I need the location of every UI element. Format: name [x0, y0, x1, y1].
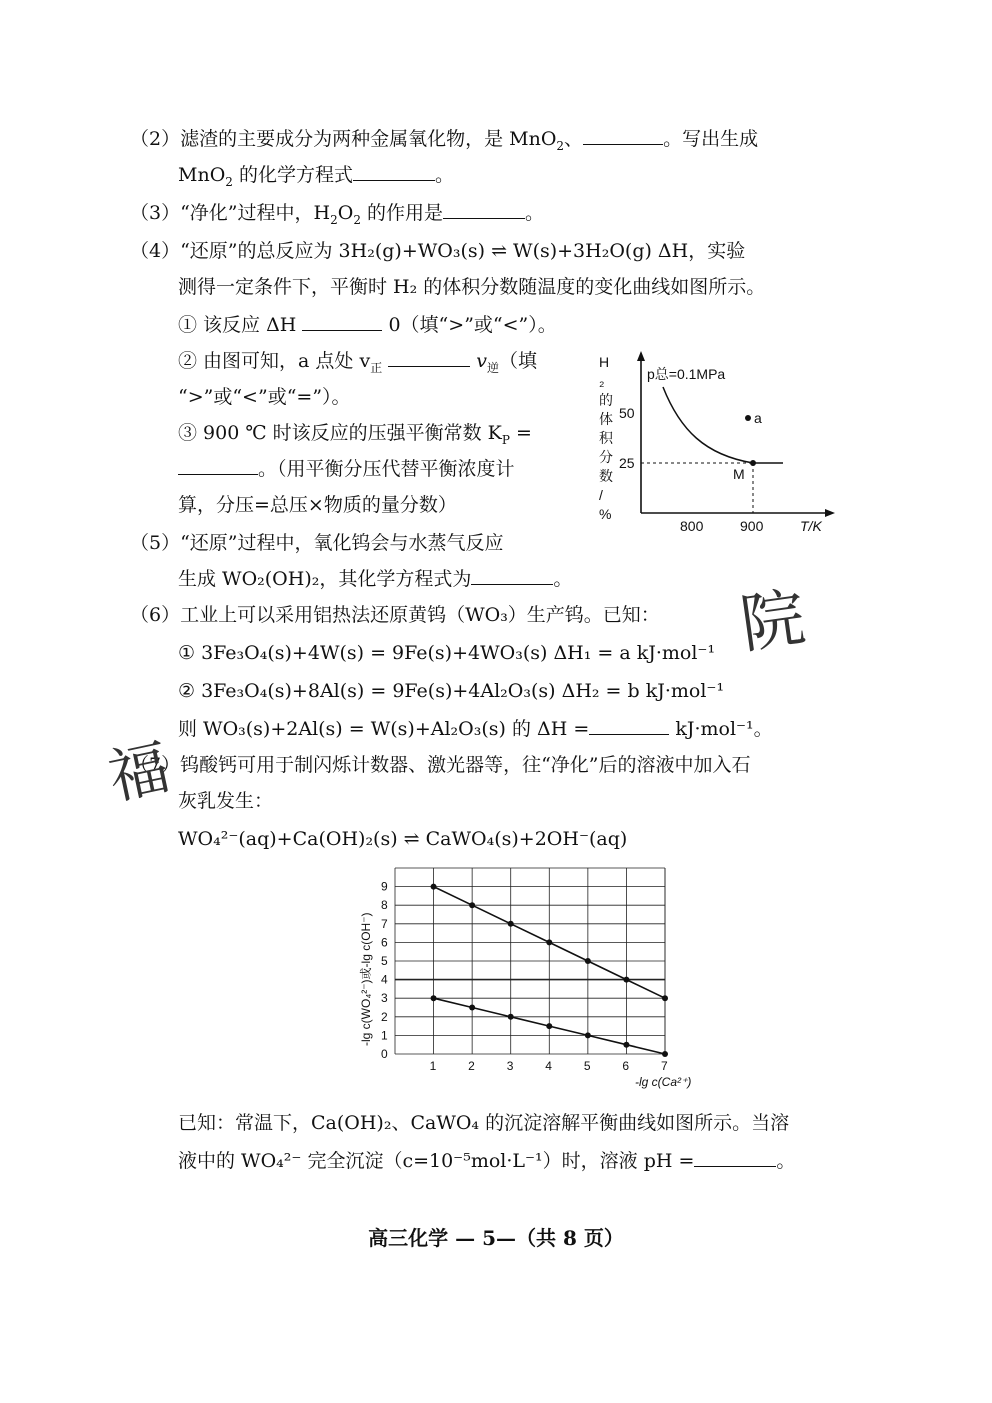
q5-line2: 生成 WO₂(OH)₂，其化学方程式为 。	[178, 568, 573, 590]
answer-blank[interactable]	[178, 456, 258, 475]
y-axis-label-char: 的	[599, 392, 613, 408]
x-tick-900: 900	[740, 518, 764, 534]
answer-blank[interactable]	[583, 126, 663, 145]
y-axis-label-char: 积	[599, 430, 613, 446]
answer-blank[interactable]	[589, 716, 669, 735]
chart-title: p总=0.1MPa	[647, 366, 726, 382]
x-tick-label: 2	[468, 1059, 475, 1073]
series-point	[469, 902, 475, 908]
answer-blank[interactable]	[471, 566, 553, 585]
y-axis-label: -lg c(WO₄²⁻)或-lg c(OH⁻)	[359, 912, 373, 1046]
q3-line: （3）“净化”过程中，$H_2O_2$ 的作用是 。	[130, 202, 545, 227]
y-tick-label: 6	[381, 935, 388, 950]
answer-blank[interactable]	[353, 162, 435, 181]
q5-line1: （5）“还原”过程中，氧化钨会与水蒸气反应	[130, 532, 504, 554]
series-point	[623, 1042, 629, 1048]
y-tick-label: 5	[381, 954, 388, 968]
y-tick-label: 7	[381, 916, 388, 931]
handwritten-stamp: 院	[735, 580, 810, 664]
q4-sub1: ① 该反应 ΔH 0（填“>”或“<”）。	[178, 314, 557, 336]
answer-blank[interactable]	[388, 348, 470, 367]
q4-sub3c: 算，分压=总压×物质的量分数）	[178, 494, 457, 516]
x-axis-label: -lg c(Ca²⁺)	[635, 1075, 692, 1089]
q2-line1: （2）滤渣的主要成分为两种金属氧化物，是 MnO$_2$、 。写出生成	[130, 128, 759, 153]
point-m-label: M	[733, 466, 745, 482]
series-point	[431, 995, 437, 1001]
y-tick-label: 4	[381, 972, 388, 987]
series-point	[585, 958, 591, 964]
y-tick-label: 0	[381, 1047, 388, 1061]
series-point	[662, 995, 668, 1001]
q7-tail1: 已知：常温下，Ca(OH)₂、CaWO₄ 的沉淀溶解平衡曲线如图所示。当溶	[178, 1112, 790, 1134]
x-tick-label: 1	[429, 1059, 437, 1073]
q4-sub2: ② 由图可知，a 点处 $v_正$ $v_逆$（填	[178, 350, 538, 375]
y-tick-label: 1	[381, 1028, 388, 1043]
series-point	[431, 884, 437, 890]
y-axis-label-char: 数	[599, 468, 613, 484]
q7-eq: WO₄²⁻(aq)+Ca(OH)₂(s) ⇌ CaWO₄(s)+2OH⁻(aq)	[178, 828, 628, 850]
x-tick-label: 3	[506, 1059, 514, 1073]
y-tick-label: 3	[381, 991, 388, 1006]
x-tick-label: 6	[622, 1059, 630, 1073]
series-point	[585, 1032, 591, 1038]
y-axis-label-char: 分	[599, 449, 613, 465]
q2-line2: MnO$_2$ 的化学方程式 。	[178, 164, 454, 189]
point-a	[745, 415, 751, 421]
series-point	[662, 1051, 668, 1057]
y-axis-label-char: ₂	[599, 373, 605, 389]
x-tick-label: 7	[661, 1059, 668, 1073]
y-axis-label	[599, 354, 614, 522]
y-tick-label: 2	[381, 1009, 388, 1024]
q6-line1: （6）工业上可以采用铝热法还原黄钨（WO₃）生产钨。已知：	[130, 604, 660, 626]
y-axis-label-char: 体	[599, 411, 613, 427]
q4-line2: 测得一定条件下，平衡时 H₂ 的体积分数随温度的变化曲线如图所示。	[178, 276, 766, 298]
y-tick-25: 25	[619, 455, 635, 471]
point-a-label: a	[754, 410, 762, 426]
q7-line2: 灰乳发生：	[178, 790, 274, 812]
x-axis-label: T/K	[800, 518, 822, 534]
q4-line1: （4）“还原”的总反应为 3H₂(g)+WO₃(s) ⇌ W(s)+3H₂O(g) ΔH，实验	[130, 240, 746, 262]
x-tick-800: 800	[680, 518, 704, 534]
q6-eq2: ② 3Fe₃O₄(s)+8Al(s) = 9Fe(s)+4Al₂O₃(s) ΔH₂ = b kJ·mol⁻¹	[178, 680, 725, 702]
q6-line4: 则 WO₃(s)+2Al(s) = W(s)+Al₂O₃(s) 的 ΔH = kJ·mol⁻¹。	[178, 718, 773, 740]
h2-fraction-chart	[585, 345, 845, 535]
series-point	[469, 1005, 475, 1011]
solubility-chart	[350, 858, 692, 1096]
q6-eq1: ① 3Fe₃O₄(s)+4W(s) = 9Fe(s)+4WO₃(s) ΔH₁ = a kJ·mol⁻¹	[178, 642, 716, 664]
q7-tail2: 液中的 WO₄²⁻ 完全沉淀（c=10⁻⁵mol·L⁻¹）时，溶液 pH = 。	[178, 1150, 796, 1172]
q2-text: （2）滤渣的主要成分为两种金属氧化物，是 MnO	[130, 128, 557, 150]
q4-sub3b: 。（用平衡分压代替平衡浓度计	[178, 456, 515, 482]
answer-blank[interactable]	[443, 200, 525, 219]
y-tick-label: 8	[381, 898, 388, 913]
answer-blank[interactable]	[302, 312, 382, 331]
series-point	[508, 921, 514, 927]
answer-blank[interactable]	[694, 1148, 776, 1167]
series-point	[546, 1023, 552, 1029]
series-point	[623, 977, 629, 983]
x-tick-label: 4	[545, 1059, 552, 1073]
y-axis-label-char: /	[599, 487, 603, 503]
q4-sub2b: “>”或“<”或“=”）。	[178, 386, 351, 408]
series-point	[546, 939, 552, 945]
y-tick-label: 9	[381, 879, 388, 894]
page-footer: 高三化学 — 5—（共 8 页）	[368, 1226, 624, 1250]
series-point	[508, 1014, 514, 1020]
y-axis-label-char: H	[599, 354, 610, 370]
h2-curve	[663, 387, 783, 463]
x-tick-label: 5	[583, 1059, 591, 1073]
q7-line1: （7）钨酸钙可用于制闪烁计数器、激光器等，往“净化”后的溶液中加入石	[130, 754, 751, 776]
y-tick-50: 50	[619, 405, 635, 421]
point-m	[750, 460, 756, 466]
q4-sub3: ③ 900 ℃ 时该反应的压强平衡常数 $K_P$ =	[178, 422, 532, 447]
y-axis-label-char: %	[599, 506, 612, 522]
handwritten-stamp: 福	[102, 732, 176, 814]
